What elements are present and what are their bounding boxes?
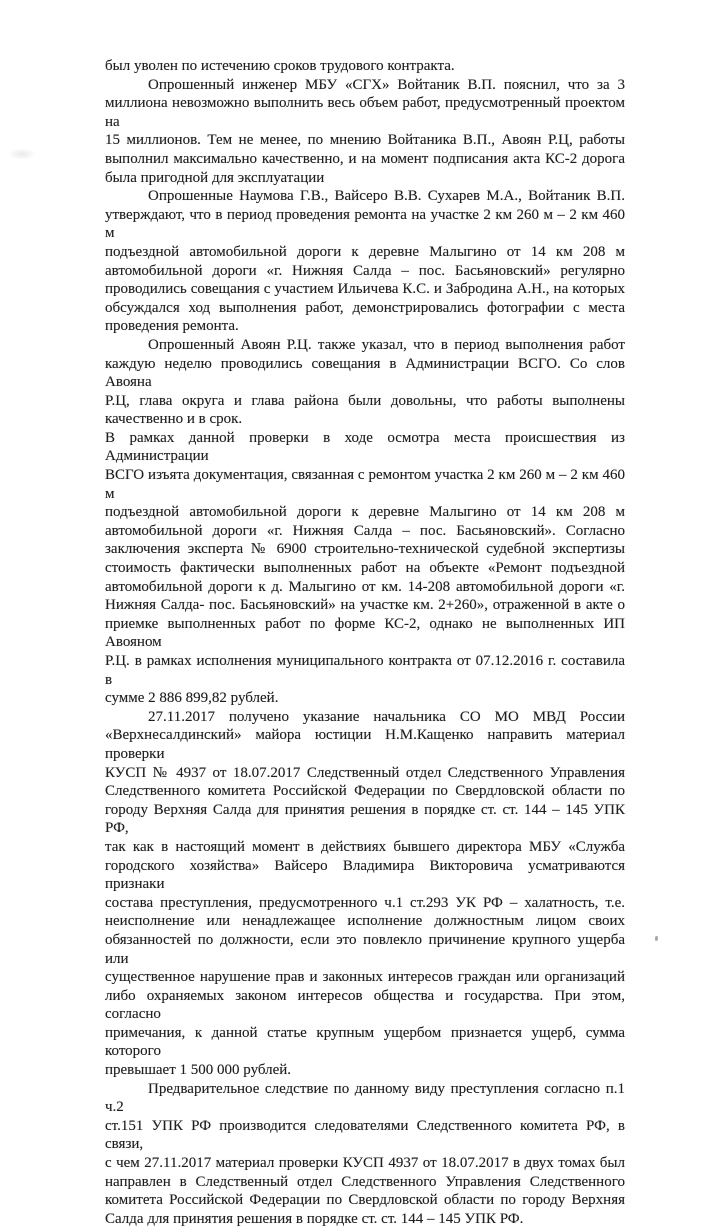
text-line: неисполнение или ненадлежащее исполнение должностным лицом своих [105,913,625,930]
text-line: КУСП № 4937 от 18.07.2017 Следственный отдел Следственного Управления [105,764,625,781]
text-line: выполнил максимально качественно, и на момент подписания акта КС-2 дорога [105,150,625,167]
text-line: Р.Ц. в рамках исполнения муниципального контракта от 07.12.2016 г. составила в [105,653,625,688]
text-line: Р.Ц, глава округа и глава района были довольны, что работы выполнены [105,392,625,409]
text-line: Нижняя Салда- пос. Басьяновский» на участке км. 2+260», отраженной в акте о [105,597,625,614]
text-line: ст.151 УПК РФ производится следователями Следственного комитета РФ, в связи, [105,1117,625,1153]
text-line: каждую неделю проводились совещания в Администрации ВСГО. Со слов Авояна [105,355,625,391]
text-line: качественно и в срок. [105,411,243,428]
text-line: «Верхнесалдинский» майора юстиции Н.М.Кащенко направить материал проверки [105,727,625,762]
text-line: Предварительное следствие по данному виду преступления согласно п.1 ч.2 [105,1080,625,1116]
text-line: ВСГО изъята документация, связанная с ремонтом участка 2 км 260 м – 2 км 460 м [105,467,625,502]
text-line: состава преступления, предусмотренного ч.1 ст.293 УК РФ – халатность, т.е. [105,894,625,911]
text-line: автомобильной дороги «г. Нижняя Салда – пос. Басьяновский» регулярно [105,262,625,279]
scan-artifact-dot [655,936,658,941]
text-line: Опрошенные Наумова Г.В., Вайсеро В.В. Сухарев М.А., Войтаник В.П. [148,188,625,205]
text-line: подъездной автомобильной дороги к деревне Малыгино от 14 км 208 м [105,243,625,260]
text-line: миллиона невозможно выполнить весь объем работ, предусмотренный проектом на [105,95,625,130]
text-line: обязанностей по должности, если это повлекло причинение крупного ущерба или [105,931,625,967]
text-line: городу Верхняя Салда для принятия решения в порядке ст. ст. 144 – 145 УПК РФ, [105,801,625,837]
text-line: В рамках данной проверки в ходе осмотра места происшествия из Администрации [105,429,625,465]
text-line: подъездной автомобильной дороги к деревне Малыгино от 14 км 208 м [105,504,625,521]
text-line: была пригодной для эксплуатации [105,169,325,186]
text-line: был уволен по истечению сроков трудового контракта. [105,58,455,74]
text-line: стоимость фактически выполненных работ на объекте «Ремонт подъездной [105,560,625,577]
text-line: проведения ремонта. [105,318,239,335]
text-line: комитета Российской Федерации по Свердловской области по городу Верхняя [105,1192,625,1209]
text-line: существенное нарушение прав и законных интересов граждан или организаций [105,969,625,986]
text-line: автомобильной дороги к д. Малыгино от км. 14-208 автомобильной дороги «г. [105,578,625,595]
text-block [105,57,625,1228]
text-line: с чем 27.11.2017 материал проверки КУСП 4937 от 18.07.2017 в двух томах был [105,1155,625,1172]
scan-artifact-smudge [8,148,36,160]
text-line: 15 миллионов. Тем не менее, по мнению Войтаника В.П., Авоян Р.Ц, работы [105,132,625,149]
text-line: Опрошенный инженер МБУ «СГХ» Войтаник В.П. пояснил, что за 3 [148,76,625,93]
text-line: утверждают, что в период проведения ремонта на участке 2 км 260 м – 2 км 460 м [105,206,625,242]
text-line: проводились совещания с участием Ильичева К.С. и Забродина А.Н., на которых [105,281,625,298]
text-line: Опрошенный Авоян Р.Ц. также указал, что в период выполнения работ [148,336,625,353]
text-line: направлен в Следственный отдел Следственного Управления Следственного [105,1173,625,1190]
text-line: городского хозяйства» Вайсеро Владимира Викторовича усматриваются признаки [105,857,625,893]
text-line: примечания, к данной статье крупным ущербом признается ущерб, сумма которого [105,1024,625,1060]
text-line: превышает 1 500 000 рублей. [105,1062,292,1079]
text-line: Салда для принятия решения в порядке ст. ст. 144 – 145 УПК РФ. [105,1210,524,1227]
text-line: так как в настоящий момент в действиях бывшего директора МБУ «Служба [105,838,625,855]
text-line: автомобильной дороги «г. Нижняя Салда – пос. Басьяновский». Согласно [105,522,625,539]
text-line: 27.11.2017 получено указание начальника СО МО МВД России [148,708,625,725]
text-line: либо охраняемых законом интересов общества и государства. При этом, согласно [105,987,625,1023]
text-line: обсуждался ход выполнения работ, демонстрировались фотографии с места [105,299,625,316]
text-line: Следственного комитета Российской Федерации по Свердловской области по [105,783,625,800]
text-line: приемке выполненных работ по форме КС-2, однако не выполненных ИП Авояном [105,615,625,651]
text-line: заключения эксперта № 6900 строительно-технической судебной экспертизы [105,541,625,558]
text-line: сумме 2 886 899,82 рублей. [105,690,279,707]
